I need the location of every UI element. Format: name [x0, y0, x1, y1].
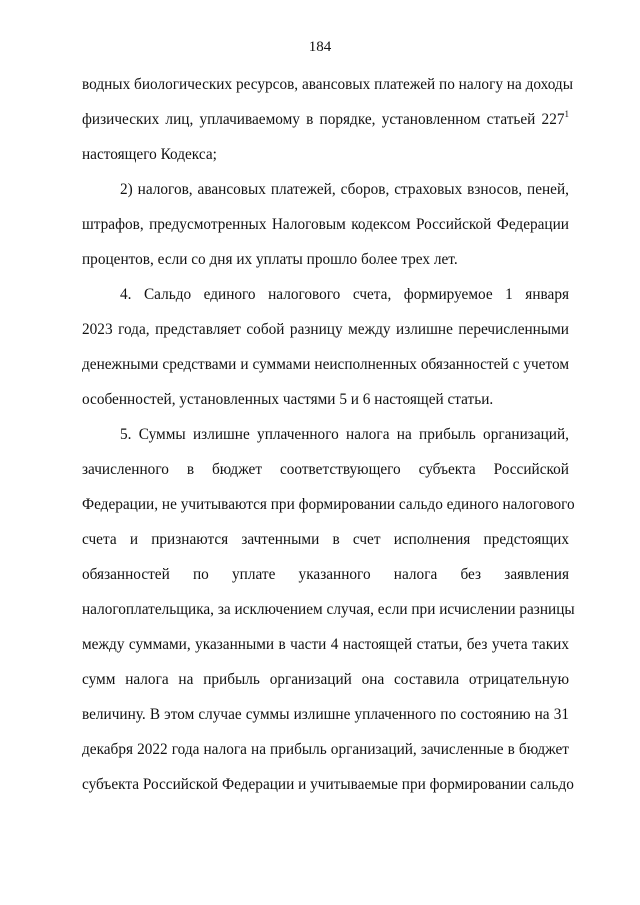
text-line: настоящего Кодекса;: [82, 146, 217, 163]
text-line: субъекта Российской Федерации и учитываемые при формировании сальдо: [82, 776, 574, 793]
text-line: зачисленного в бюджет соответствующего субъекта Российской: [82, 461, 569, 478]
text-line: денежными средствами и суммами неисполненных обязанностей с учетом: [82, 356, 569, 373]
text-line: физических лиц, уплачиваемому в порядке, установленном статьей $227^1$: [82, 109, 569, 128]
text-line: процентов, если со дня их уплаты прошло более трех лет.: [82, 251, 458, 268]
page-number: 184: [308, 39, 332, 55]
text-line: счета и признаются зачтенными в счет исполнения предстоящих: [82, 531, 569, 548]
text-line: Федерации, не учитываются при формировании сальдо единого налогового: [82, 496, 575, 513]
text-line: 4. Сальдо единого налогового счета, формируемое 1 января: [120, 286, 569, 303]
text-line: штрафов, предусмотренных Налоговым кодексом Российской Федерации: [82, 216, 569, 233]
text-line: величину. В этом случае суммы излишне уплаченного по состоянию на 31: [82, 706, 569, 723]
text-line: налогоплательщика, за исключением случая, если при исчислении разницы: [82, 601, 575, 618]
text-line: между суммами, указанными в части 4 настоящей статьи, без учета таких: [82, 636, 569, 653]
text-line: водных биологических ресурсов, авансовых платежей по налогу на доходы: [82, 76, 573, 93]
text-line: особенностей, установленных частями 5 и 6 настоящей статьи.: [82, 391, 494, 408]
text-line: 5. Суммы излишне уплаченного налога на прибыль организаций,: [120, 426, 569, 443]
text-line: 2023 года, представляет собой разницу между излишне перечисленными: [82, 321, 569, 338]
text-line: декабря 2022 года налога на прибыль организаций, зачисленные в бюджет: [82, 741, 569, 758]
text-line: обязанностей по уплате указанного налога без заявления: [82, 566, 569, 583]
text-line: сумм налога на прибыль организаций она составила отрицательную: [82, 671, 569, 688]
superscript: 1: [564, 109, 569, 119]
text-line: 2) налогов, авансовых платежей, сборов, страховых взносов, пеней,: [120, 181, 569, 198]
